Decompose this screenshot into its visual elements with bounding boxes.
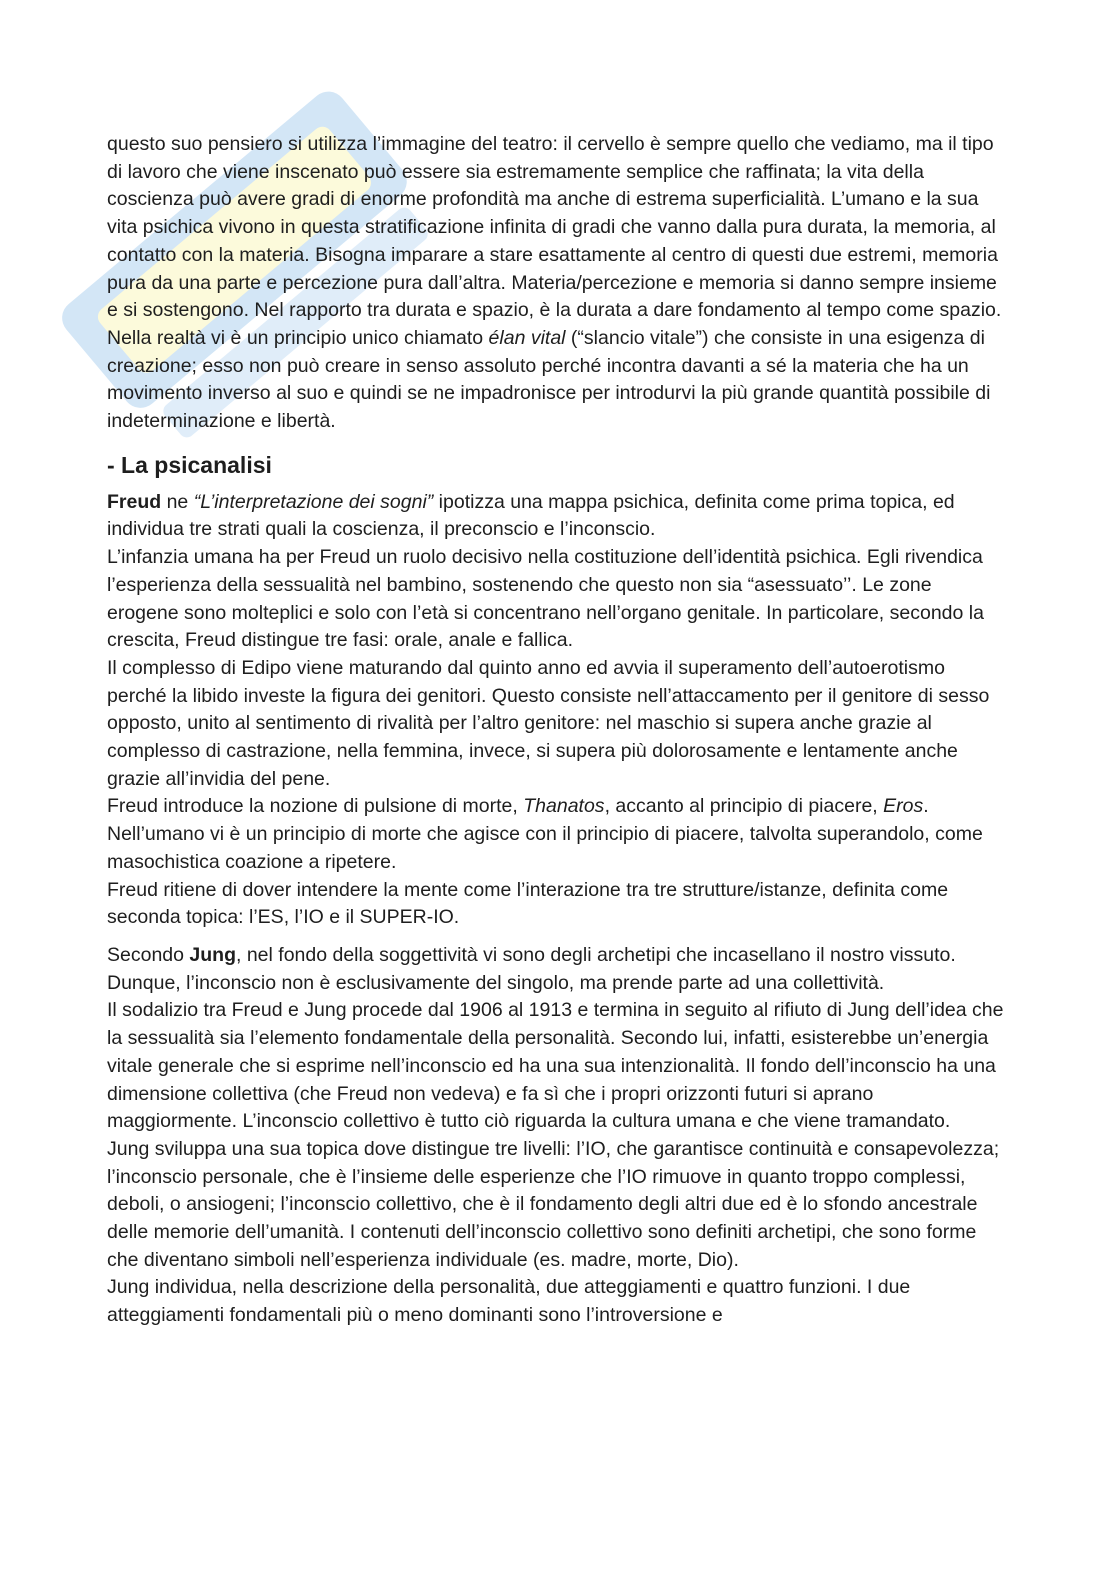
paragraph-freud-jung: Il sodalizio tra Freud e Jung procede dal 1906 al 1913 e termina in seguito al rifiuto di Jung dell’idea che la sessualità sia l’elemento fondamentale della personalità. Secondo lui, infatti, esisterebbe un’energia vitale generale che si esprime nell’inconscio ed ha una sua intenzionalità. Il fondo dell’inconscio ha una dimensione collettiva (che Freud non vedeva) e fa sì che i propri orizzonti futuri si aprano maggiormente. L’inconscio collettivo è tutto ciò riguarda la cultura umana e che viene tramandato. — [107, 999, 1004, 1133]
paragraph-text: , nel fondo della soggettività vi sono degli archetipi che incasellano il nostro vissuto. Dunque, l’inconscio non è esclusivamente del singolo, ma prende parte ad una collettività. — [107, 943, 956, 994]
paragraph-text: (“slancio vitale”) che consiste in una esigenza di creazione; esso non può creare in senso assoluto perché incontra davanti a sé la materia che ha un movimento inverso al suo e quindi se ne impadronisce per introdurvi la più grande quantità possibile di indeterminazione e libertà. — [107, 326, 991, 433]
paragraph-jung-personality: Jung individua, nella descrizione della personalità, due atteggiamenti e quattro funzioni. I due atteggiamenti fondamentali più o meno dominanti sono l’introversione e — [107, 1276, 911, 1327]
document-page — [107, 131, 1007, 1330]
paragraph-text: Secondo — [107, 943, 190, 966]
paragraph-jung-archetypes — [107, 942, 1007, 997]
section-heading: - La psicanalisi — [107, 451, 272, 478]
paragraph-infancy: L’infanzia umana ha per Freud un ruolo decisivo nella costituzione dell’identità psichica. Egli rivendica l’esperienza della sessualità nel bambino, sostenendo che questo non sia “asessuato’’. Le zone erogene sono molteplici e solo con l’età si concentrano nell’organo genitale. In particolare, secondo la crescita, Freud distingue tre fasi: orale, anale e fallica. — [107, 546, 984, 652]
paragraph-oedipus: Il complesso di Edipo viene maturando dal quinto anno ed avvia il superamento dell’autoerotismo perché la libido investe la figura dei genitori. Questo consiste nell’attaccamento per il genitore di sesso opposto, unito al sentimento di rivalità per l’altro genitore: nel maschio si supera anche grazie al complesso di castrazione, nella femmina, invece, si supera più dolorosamente e lentamente anche grazie all’invidia del pene. — [107, 656, 990, 790]
paragraph-text: , accanto al principio di piacere, — [604, 795, 884, 818]
italic-term: Eros — [883, 795, 924, 818]
bold-name: Freud — [107, 490, 162, 513]
paragraph-text: . Nell’umano vi è un principio di morte che agisce con il principio di piacere, talvolta superandolo, come masochistica coazione a ripetere. — [107, 795, 983, 873]
paragraph-second-topic: Freud ritiene di dover intendere la mente come l’interazione tra tre strutture/istanze, definita come seconda topica: l’ES, l’IO e il SUPER-IO. — [107, 878, 949, 929]
paragraph-text: ipotizza una mappa psichica, definita come prima topica, ed individua tre strati quali la coscienza, il preconscio e l’inconscio. — [107, 490, 955, 541]
bold-name: Jung — [189, 943, 236, 966]
italic-term: Thanatos — [523, 795, 605, 818]
italic-term: élan vital — [488, 326, 566, 349]
paragraph-text: ne — [161, 490, 194, 513]
paragraph-text: questo suo pensiero si utilizza l’immagine del teatro: il cervello è sempre quello che vediamo, ma il tipo di lavoro che viene inscenato può essere sia estremamente semplice che raffinata; la vita della coscienza può avere gradi di enorme profondità ma anche di estrema superficialità. L’umano e la sua vita psichica vivono in questa stratificazione infinita di gradi che vanno dalla pura durata, la memoria, al contatto con la materia. Bisogna imparare a stare esattamente al centro di questi due estremi, memoria pura da una parte e percezione pura dall’altra. Materia/percezione e memoria si danno sempre insieme e si sostengono. Nel rapporto tra durata e spazio, è la durata a dare fondamento al tempo come spazio. Nella realtà vi è un principio unico chiamato — [107, 133, 1002, 349]
paragraph-text: Freud introduce la nozione di pulsione di morte, — [107, 795, 524, 818]
paragraph-thanatos — [107, 793, 1007, 876]
paragraph-bergson — [107, 131, 1007, 436]
paragraph-freud-dreams — [107, 489, 1007, 544]
paragraph-jung-topic: Jung sviluppa una sua topica dove distingue tre livelli: l’IO, che garantisce continuità e consapevolezza; l’inconscio personale, che è l’insieme delle esperienze che l’IO rimuove in quanto troppo complessi, deboli, o ansiogeni; l’inconscio collettivo, che è il fondamento degli altri due ed è lo sfondo ancestrale delle memorie dell’umanità. I contenuti dell’inconscio collettivo sono definiti archetipi, che sono forme che diventano simboli nell’esperienza individuale (es. madre, morte, Dio). — [107, 1137, 1000, 1271]
italic-title: “L’interpretazione dei sogni” — [193, 490, 434, 513]
